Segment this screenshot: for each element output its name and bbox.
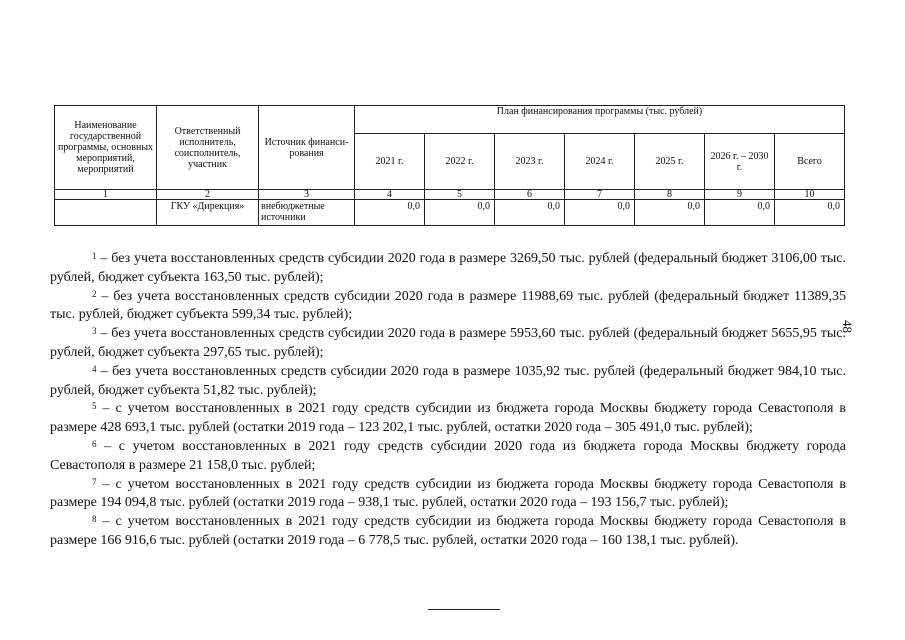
column-number: 1: [55, 190, 157, 200]
footnote-text: – с учетом восстановленных в 2021 году средств субсидии из бюджета города Москвы бюджету города Севастополя в размере 166 916,6 тыс. рублей (остатки 2019 года – 6 778,5 тыс. рублей, остатки 2020 года – 160 138,1 тыс. рублей).: [50, 514, 846, 548]
footnote-text: – с учетом восстановленных в 2021 году средств субсидии из бюджета города Москвы бюджету города Севастополя в размере 428 693,1 тыс. рублей (остатки 2019 года – 123 202,1 тыс. рублей, остатки 2020 года – 305 491,0 тыс. рублей);: [50, 401, 846, 436]
column-number: 7: [565, 190, 635, 200]
column-number: 6: [495, 190, 565, 200]
header-year: 2021 г.: [355, 134, 425, 190]
column-number: 10: [775, 190, 845, 200]
header-total: Всего: [775, 134, 845, 190]
header-year: 2025 г.: [635, 134, 705, 190]
header-year: 2026 г. – 2030 г.: [705, 134, 775, 190]
row-value: 0,0: [425, 200, 495, 226]
header-name: Наименование государственной программы, основных мероприятий, мероприятий: [55, 106, 157, 190]
table-row: [55, 200, 845, 226]
row-executor: ГКУ «Дирекция»: [157, 200, 259, 226]
row-value: 0,0: [355, 200, 425, 226]
footnote-text: – без учета восстановленных средств субсидии 2020 года в размере 3269,50 тыс. рублей (федеральный бюджет 3106,00 тыс. рублей, бюджет субъекта 163,50 тыс. рублей);: [50, 251, 846, 285]
footnote: [50, 250, 846, 288]
column-number: 4: [355, 190, 425, 200]
header-plan: План финансирования программы (тыс. рублей): [355, 106, 845, 134]
column-number: 2: [157, 190, 259, 200]
row-source: внебюджетные источники: [259, 200, 355, 226]
footnote: [50, 400, 846, 438]
financing-table: [54, 105, 845, 226]
row-value: 0,0: [635, 200, 705, 226]
footnote-number: 1: [92, 251, 97, 261]
footnote-number: 3: [92, 326, 97, 337]
footnote-text: – без учета восстановленных средств субсидии 2020 года в размере 5953,60 тыс. рублей (федеральный бюджет 5655,95 тыс. рублей, бюджет субъекта 297,65 тыс. рублей);: [50, 326, 846, 360]
footnote-text: – с учетом восстановленных в 2021 году средств субсидии из бюджета города Москвы бюджету города Севастополя в размере 194 094,8 тыс. рублей (остатки 2019 года – 938,1 тыс. рублей, остатки 2020 года – 193 156,7 тыс. рублей);: [50, 476, 846, 511]
header-year: 2023 г.: [495, 134, 565, 190]
footnote: [50, 288, 846, 326]
footnote: [50, 513, 846, 551]
footnotes: [50, 250, 846, 551]
footnote-number: 6: [92, 438, 97, 449]
page-number: 48: [840, 320, 855, 333]
header-source: Источник финанси-рования: [259, 106, 355, 190]
row-name: [55, 200, 157, 226]
footnote-text: – без учета восстановленных средств субсидии 2020 года в размере 1035,92 тыс. рублей (федеральный бюджет 984,10 тыс. рублей, бюджет субъекта 51,82 тыс. рублей);: [50, 363, 846, 398]
column-number: 9: [705, 190, 775, 200]
header-executor: Ответственный исполнитель, соисполнитель, участник: [157, 106, 259, 190]
column-number: 5: [425, 190, 495, 200]
footnote: [50, 438, 846, 476]
footnote-number: 4: [92, 363, 97, 374]
divider-line: [428, 609, 500, 610]
row-value: 0,0: [495, 200, 565, 226]
header-year: 2024 г.: [565, 134, 635, 190]
footnote-number: 7: [92, 476, 97, 487]
footnote-number: 2: [92, 288, 97, 299]
row-value: 0,0: [565, 200, 635, 226]
row-value: 0,0: [775, 200, 845, 226]
footnote-number: 8: [92, 514, 97, 525]
footnote-text: – без учета восстановленных средств субсидии 2020 года в размере 11988,69 тыс. рублей (федеральный бюджет 11389,35 тыс. рублей, бюджет субъекта 599,34 тыс. рублей);: [50, 288, 846, 323]
column-number: 8: [635, 190, 705, 200]
row-value: 0,0: [705, 200, 775, 226]
footnote: [50, 476, 846, 514]
header-year: 2022 г.: [425, 134, 495, 190]
column-number: 3: [259, 190, 355, 200]
footnote: [50, 325, 846, 363]
footnote-number: 5: [92, 401, 97, 412]
footnote: [50, 363, 846, 401]
footnote-text: – с учетом восстановленных в 2021 году средств субсидии 2020 года из бюджета города Москвы бюджету города Севастополя в размере 21 158,0 тыс. рублей;: [50, 438, 846, 473]
